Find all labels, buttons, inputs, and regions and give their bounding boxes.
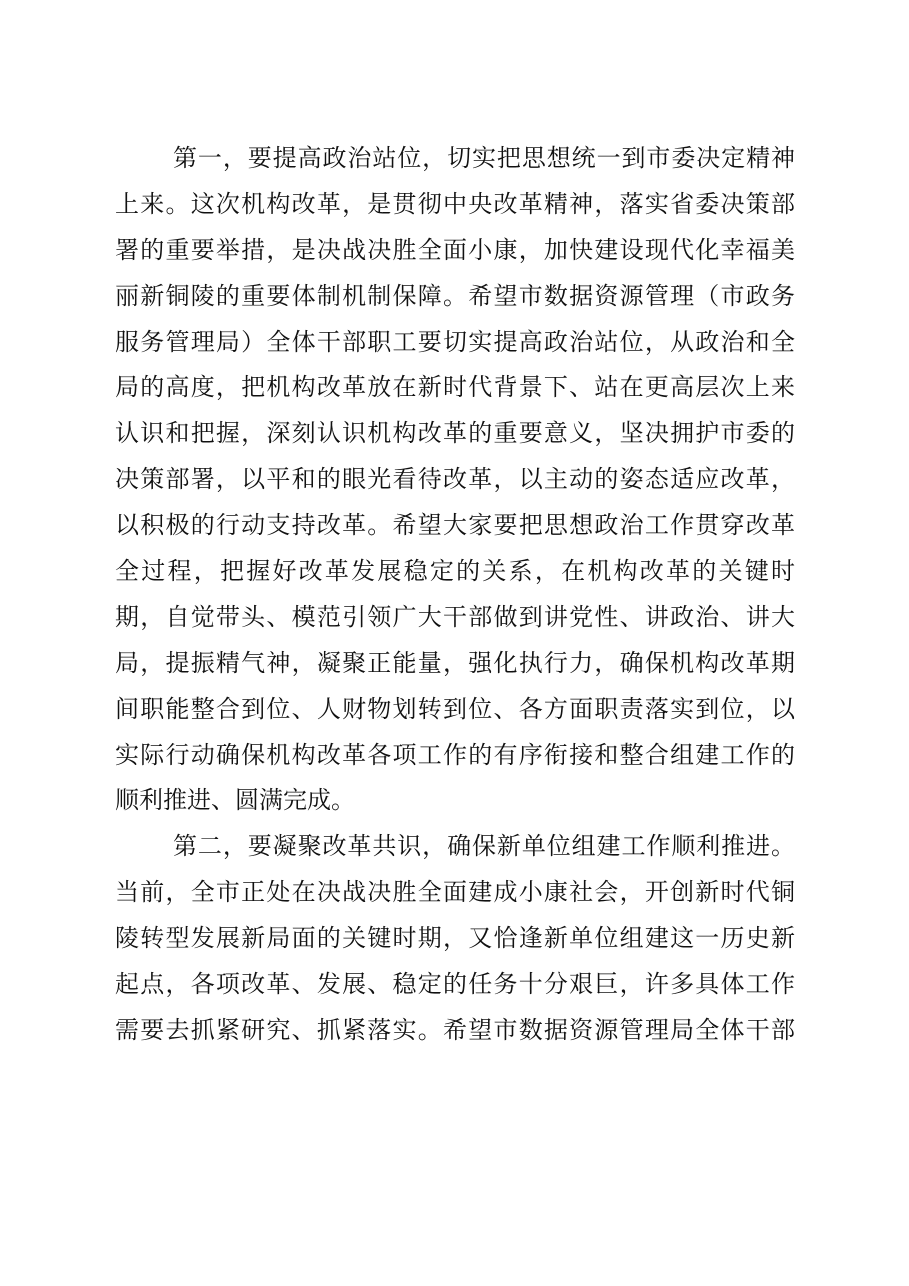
paragraph-line: 当前，全市正处在决战决胜全面建成小康社会，开创新时代铜 — [115, 878, 795, 907]
paragraph-line: 间职能整合到位、人财物划转到位、各方面职责落实到位，以 — [115, 694, 795, 723]
paragraph-line: 期，自觉带头、模范引领广大干部做到讲党性、讲政治、讲大 — [115, 602, 795, 631]
paragraph-line: 认识和把握，深刻认识机构改革的重要意义，坚决拥护市委的 — [115, 419, 795, 448]
paragraph-2 — [115, 824, 795, 1053]
paragraph-line: 局，提振精气神，凝聚正能量，强化执行力，确保机构改革期 — [115, 648, 795, 677]
paragraph-line: 需要去抓紧研究、抓紧落实。希望市数据资源管理局全体干部 — [115, 1015, 795, 1044]
paragraph-line: 实际行动确保机构改革各项工作的有序衔接和整合组建工作的 — [115, 740, 795, 769]
paragraph-1 — [115, 136, 795, 824]
paragraph-line: 署的重要举措，是决战决胜全面小康，加快建设现代化幸福美 — [115, 235, 795, 264]
paragraph-line: 服务管理局）全体干部职工要切实提高政治站位，从政治和全 — [115, 327, 795, 356]
paragraph-line: 上来。这次机构改革，是贯彻中央改革精神，落实省委决策部 — [115, 189, 795, 218]
paragraph-line: 陵转型发展新局面的关键时期，又恰逢新单位组建这一历史新 — [115, 924, 795, 953]
paragraph-line: 全过程，把握好改革发展稳定的关系，在机构改革的关键时 — [115, 557, 795, 586]
paragraph-line: 决策部署，以平和的眼光看待改革，以主动的姿态适应改革， — [115, 465, 795, 494]
paragraph-line: 第一，要提高政治站位，切实把思想统一到市委决定精神 — [173, 144, 795, 172]
paragraph-line: 以积极的行动支持改革。希望大家要把思想政治工作贯穿改革 — [115, 511, 795, 540]
paragraph-line: 顺利推进、圆满完成。 — [115, 786, 355, 815]
paragraph-line: 起点，各项改革、发展、稳定的任务十分艰巨，许多具体工作 — [115, 970, 795, 999]
paragraph-line: 局的高度，把机构改革放在新时代背景下、站在更高层次上来 — [115, 373, 795, 402]
paragraph-line: 第二，要凝聚改革共识，确保新单位组建工作顺利推进。 — [173, 832, 795, 861]
paragraph-line: 丽新铜陵的重要体制机制保障。希望市数据资源管理（市政务 — [115, 281, 795, 310]
document-body — [115, 136, 795, 1054]
